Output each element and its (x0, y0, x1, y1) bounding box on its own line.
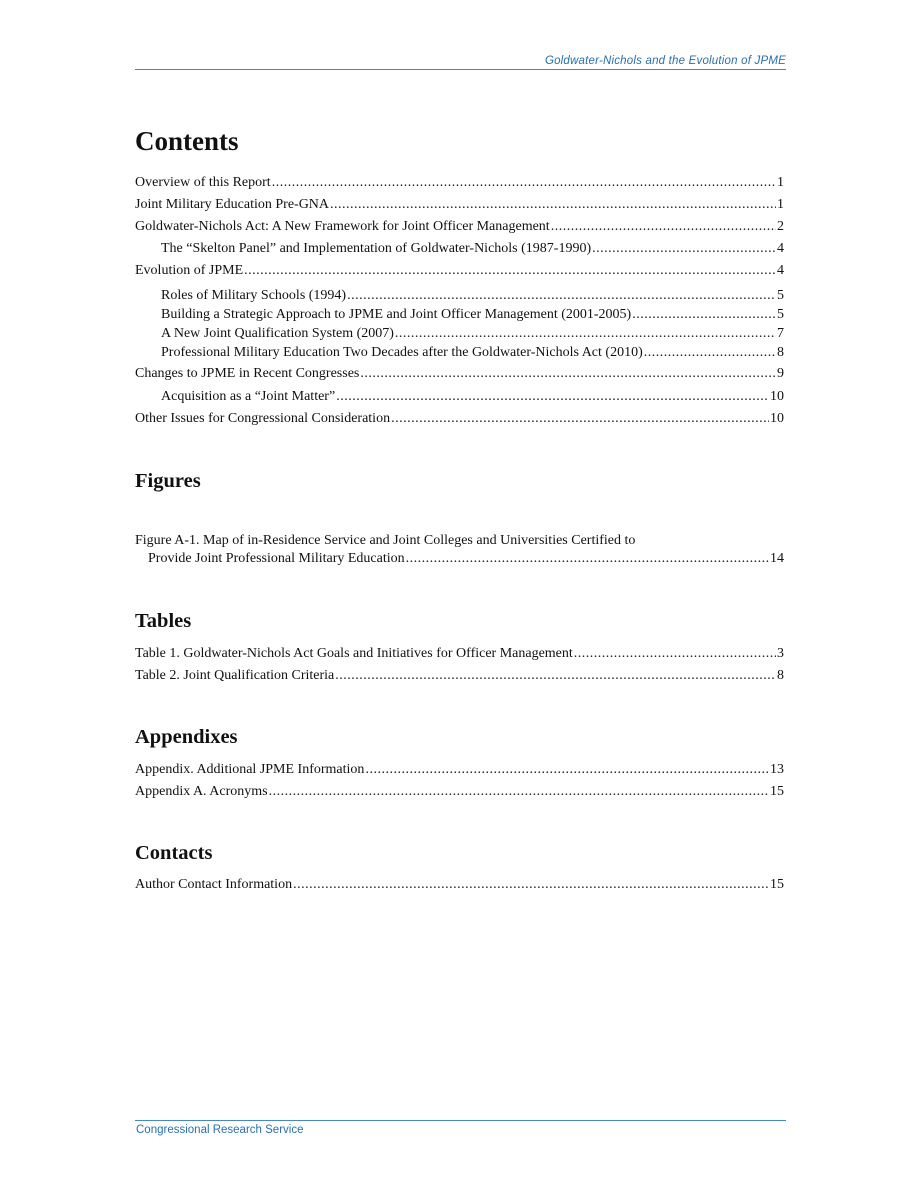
toc-entry-label: Acquisition as a “Joint Matter” (161, 389, 336, 404)
toc-entry-label: Evolution of JPME (135, 263, 244, 278)
appendix-entry[interactable] (135, 783, 784, 805)
toc-entry-page: 9 (777, 366, 784, 381)
toc-entry[interactable] (135, 174, 784, 196)
table-entry-page: 8 (777, 668, 784, 683)
toc-entry[interactable] (135, 262, 784, 284)
tables-list (135, 645, 784, 689)
dot-leader (406, 550, 769, 568)
table-entry-label: Table 1. Goldwater-Nichols Act Goals and Initiatives for Officer Management (135, 646, 573, 661)
dot-leader (632, 306, 776, 324)
dot-leader (347, 287, 776, 305)
toc-entry-label: A New Joint Qualification System (2007) (161, 326, 394, 341)
toc-subentry[interactable] (135, 388, 784, 410)
toc-entry-page: 1 (777, 197, 784, 212)
toc-entry-label: Changes to JPME in Recent Congresses (135, 366, 360, 381)
appendixes-list (135, 761, 784, 805)
contents-list (135, 174, 784, 432)
toc-entry-page: 7 (777, 326, 784, 341)
dot-leader (592, 240, 776, 258)
dot-leader (293, 876, 769, 894)
dot-leader (244, 262, 776, 280)
toc-entry-page: 8 (777, 345, 784, 360)
toc-entry-label: Roles of Military Schools (1994) (161, 288, 347, 303)
toc-entry-label: Joint Military Education Pre-GNA (135, 197, 330, 212)
dot-leader (336, 388, 769, 406)
toc-entry-label: Goldwater-Nichols Act: A New Framework for Joint Officer Management (135, 219, 550, 234)
appendix-entry-page: 13 (770, 762, 784, 777)
dot-leader (330, 196, 776, 214)
table-entry[interactable] (135, 667, 784, 689)
dot-leader (365, 761, 769, 779)
dot-leader (391, 410, 769, 428)
table-entry-label: Table 2. Joint Qualification Criteria (135, 668, 335, 683)
dot-leader (551, 218, 776, 236)
figure-entry-page: 14 (770, 551, 784, 566)
toc-subentry[interactable] (135, 344, 784, 365)
footer-publisher: Congressional Research Service (136, 1124, 304, 1136)
figures-heading: Figures (135, 470, 201, 492)
appendix-entry[interactable] (135, 761, 784, 783)
toc-entry[interactable] (135, 218, 784, 240)
toc-entry-label: Professional Military Education Two Decades after the Goldwater-Nichols Act (2010) (161, 345, 643, 360)
toc-entry-page: 5 (777, 288, 784, 303)
figure-entry-label-line2: Provide Joint Professional Military Education (148, 551, 405, 566)
figure-entry-label-line1: Figure A-1. Map of in-Residence Service and Joint Colleges and Universities Certified to (135, 533, 636, 548)
contacts-list (135, 876, 784, 898)
appendixes-heading: Appendixes (135, 726, 238, 748)
table-entry[interactable] (135, 645, 784, 667)
dot-leader (272, 174, 776, 192)
contact-entry-page: 15 (770, 877, 784, 892)
toc-entry-page: 4 (777, 241, 784, 256)
toc-entry-page: 10 (770, 411, 784, 426)
dot-leader (360, 365, 776, 383)
toc-subentry[interactable] (135, 306, 784, 325)
running-header-title: Goldwater-Nichols and the Evolution of JPME (544, 55, 786, 67)
toc-entry-page: 10 (770, 389, 784, 404)
contact-entry[interactable] (135, 876, 784, 898)
contact-entry-label: Author Contact Information (135, 877, 293, 892)
tables-heading: Tables (135, 610, 192, 632)
toc-entry[interactable] (135, 196, 784, 218)
toc-entry-page: 4 (777, 263, 784, 278)
appendix-entry-label: Appendix A. Acronyms (135, 784, 268, 799)
toc-entry-page: 2 (777, 219, 784, 234)
toc-entry-label: Overview of this Report (135, 175, 271, 190)
appendix-entry-label: Appendix. Additional JPME Information (135, 762, 365, 777)
toc-subentry[interactable] (135, 325, 784, 344)
figures-list (135, 532, 784, 568)
footer-rule (135, 1120, 786, 1121)
toc-entry[interactable] (135, 410, 784, 432)
dot-leader (269, 783, 769, 801)
contacts-heading: Contacts (135, 842, 213, 864)
toc-entry-label: The “Skelton Panel” and Implementation of Goldwater-Nichols (1987-1990) (161, 241, 592, 256)
toc-subentry[interactable] (135, 287, 784, 306)
toc-entry-page: 5 (777, 307, 784, 322)
toc-entry-label: Building a Strategic Approach to JPME and Joint Officer Management (2001-2005) (161, 307, 632, 322)
table-entry-page: 3 (777, 646, 784, 661)
dot-leader (335, 667, 776, 685)
header-rule (135, 69, 786, 70)
appendix-entry-page: 15 (770, 784, 784, 799)
dot-leader (574, 645, 776, 663)
toc-subentry[interactable] (135, 240, 784, 262)
figure-entry-line2 (135, 550, 784, 568)
toc-entry-label: Other Issues for Congressional Consideration (135, 411, 391, 426)
contents-heading: Contents (135, 126, 239, 156)
figure-entry[interactable] (135, 532, 784, 568)
toc-entry-page: 1 (777, 175, 784, 190)
dot-leader (395, 325, 776, 343)
toc-entry[interactable] (135, 365, 784, 388)
dot-leader (644, 344, 776, 362)
